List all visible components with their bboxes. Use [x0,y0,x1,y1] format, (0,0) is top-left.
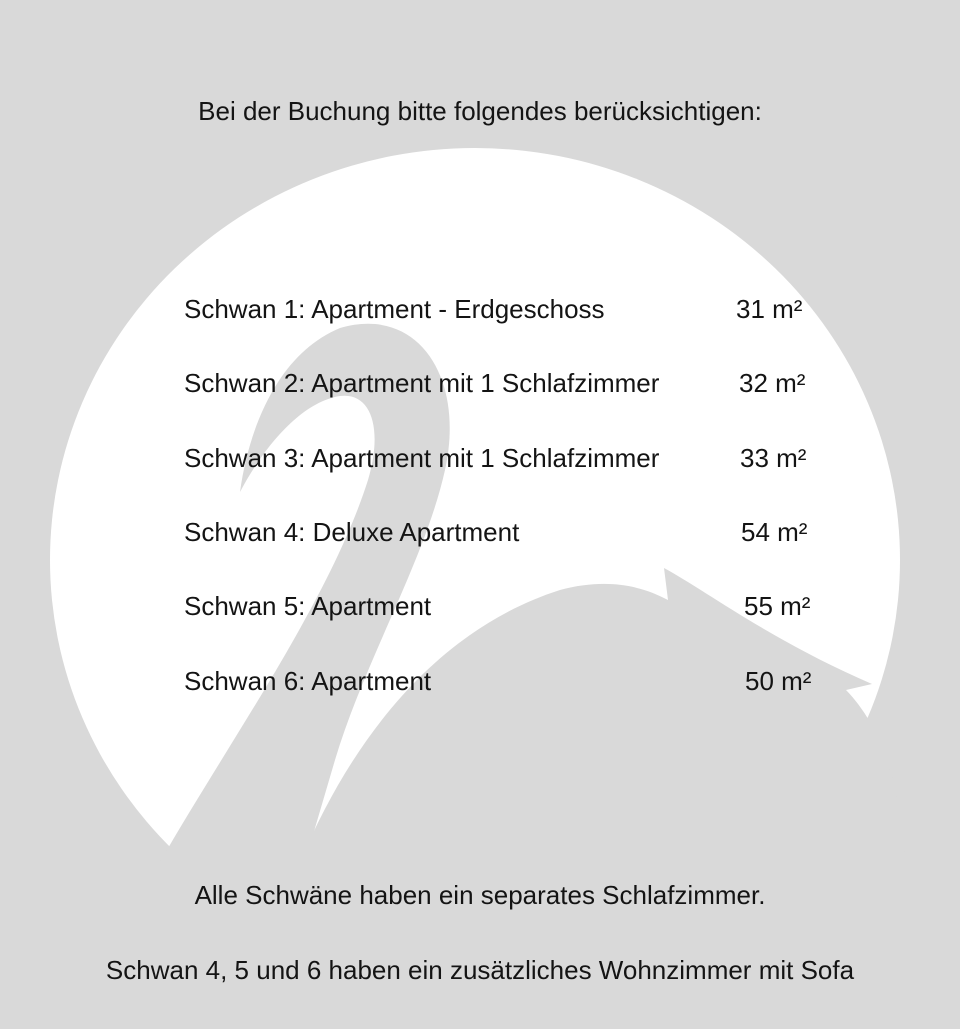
apartment-row [184,294,824,330]
apartment-row [184,443,824,479]
footer-note-living-room: Schwan 4, 5 und 6 haben ein zusätzliches Wohnzimmer mit Sofa [105,955,855,985]
apartment-size: 33 m² [740,443,807,473]
apartment-name: Schwan 1: Apartment - Erdgeschoss [184,294,605,324]
apartment-size: 54 m² [741,517,808,547]
apartment-name: Schwan 6: Apartment [184,666,432,696]
apartment-row [184,666,824,702]
apartment-row [184,517,824,553]
apartment-size: 55 m² [744,591,811,621]
footer-note-bedroom: Alle Schwäne haben ein separates Schlafzimmer. [194,880,766,910]
apartment-name: Schwan 5: Apartment [184,591,432,621]
apartment-size: 31 m² [736,294,803,324]
apartment-row [184,368,824,404]
page-heading: Bei der Buchung bitte folgendes berücksichtigen: [198,96,762,126]
apartment-name: Schwan 2: Apartment mit 1 Schlafzimmer [184,368,660,398]
apartment-size: 50 m² [745,666,812,696]
apartment-name: Schwan 4: Deluxe Apartment [184,517,520,547]
apartment-size: 32 m² [739,368,806,398]
apartment-name: Schwan 3: Apartment mit 1 Schlafzimmer [184,443,660,473]
apartment-row [184,591,824,627]
